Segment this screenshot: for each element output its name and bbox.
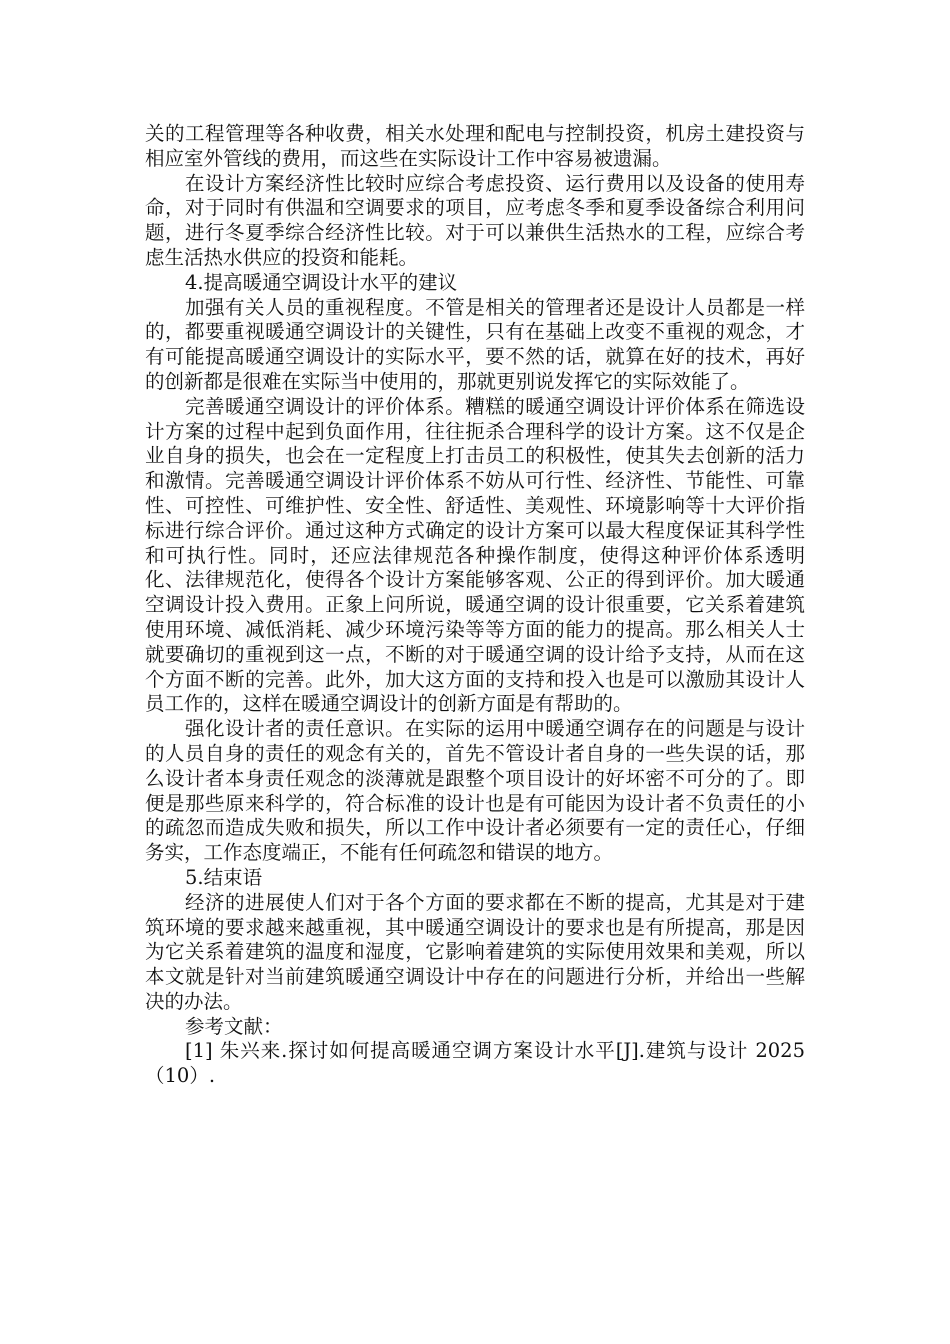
references-heading: 参考文献： xyxy=(185,1014,283,1038)
reference-item: [1] 朱兴来.探讨如何提高暖通空调方案设计水平[J].建筑与设计 2025（10）. xyxy=(145,1039,805,1088)
paragraph-attention: 加强有关人员的重视程度。不管是相关的管理者还是设计人员都是一样的，都要重视暖通空调设计的关键性，只有在基础上改变不重视的观念，才有可能提高暖通空调设计的实际水平，要不然的话，就算在好的技术，再好的创新都是很难在实际当中使用的，那就更别说发挥它的实际效能了。 xyxy=(145,295,805,393)
section-heading-4: 4.提高暖通空调设计水平的建议 xyxy=(185,270,458,294)
paragraph-conclusion: 经济的进展使人们对于各个方面的要求都在不断的提高，尤其是对于建筑环境的要求越来越重视，其中暖通空调设计的要求也是有所提高，那是因为它关系着建筑的温度和湿度，它影响着建筑的实际使用效果和美观，所以本文就是针对当前建筑暖通空调设计中存在的问题进行分析，并给出一些解决的办法。 xyxy=(145,890,805,1013)
section-heading-5: 5.结束语 xyxy=(185,865,263,889)
paragraph-economic-comparison: 在设计方案经济性比较时应综合考虑投资、运行费用以及设备的使用寿命，对于同时有供温和空调要求的项目，应考虑冬季和夏季设备综合利用问题，进行冬夏季综合经济性比较。对于可以兼供生活热水的工程，应综合考虑生活热水供应的投资和能耗。 xyxy=(145,171,805,269)
paragraph-continuation: 关的工程管理等各种收费，相关水处理和配电与控制投资，机房土建投资与相应室外管线的费用，而这些在实际设计工作中容易被遗漏。 xyxy=(145,122,805,170)
document-page xyxy=(145,122,805,1089)
paragraph-responsibility: 强化设计者的责任意识。在实际的运用中暖通空调存在的问题是与设计的人员自身的责任的观念有关的，首先不管设计者自身的一些失误的话，那么设计者本身责任观念的淡薄就是跟整个项目设计的好坏密不可分的了。即便是那些原来科学的，符合标准的设计也是有可能因为设计者不负责任的小的疏忽而造成失败和损失，所以工作中设计者必须要有一定的责任心，仔细务实，工作态度端正，不能有任何疏忽和错误的地方。 xyxy=(145,717,805,865)
paragraph-evaluation-system: 完善暖通空调设计的评价体系。糟糕的暖通空调设计评价体系在筛选设计方案的过程中起到负面作用，往往扼杀合理科学的设计方案。这不仅是企业自身的损失，也会在一定程度上打击员工的积极性，使其失去创新的活力和激情。完善暖通空调设计评价体系不妨从可行性、经济性、节能性、可靠性、可控性、可维护性、安全性、舒适性、美观性、环境影响等十大评价指标进行综合评价。通过这种方式确定的设计方案可以最大程度保证其科学性和可执行性。同时，还应法律规范各种操作制度，使得这种评价体系透明化、法律规范化，使得各个设计方案能够客观、公正的得到评价。加大暖通空调设计投入费用。正象上问所说，暖通空调的设计很重要，它关系着建筑使用环境、减低消耗、减少环境污染等等方面的能力的提高。那么相关人士就要确切的重视到这一点，不断的对于暖通空调的设计给予支持，从而在这个方面不断的完善。此外，加大这方面的支持和投入也是可以激励其设计人员工作的，这样在暖通空调设计的创新方面是有帮助的。 xyxy=(145,394,805,716)
